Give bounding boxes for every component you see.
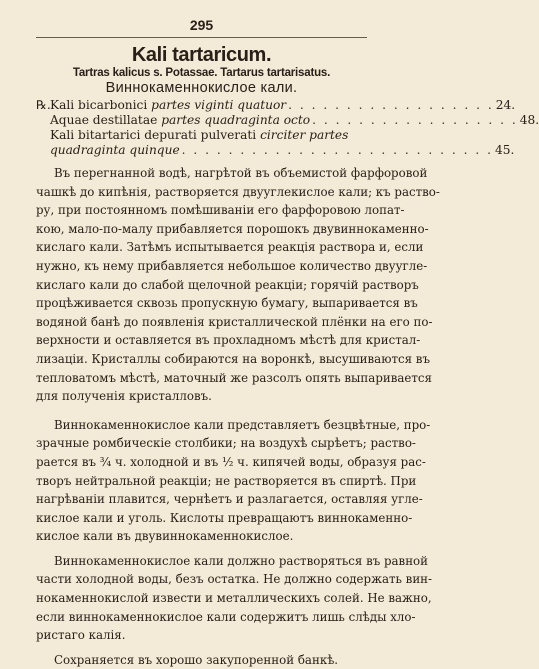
text-line: лизаціи. Кристаллы собираются на воронкѣ, высушиваются въ [36, 351, 430, 366]
text-line: чашкѣ до кипѣнія, растворяется двууглекислое кали; къ раство- [36, 184, 440, 199]
text-line: рается въ ¾ ч. холодной и въ ½ ч. кипячей воды, образуя рас- [36, 454, 426, 469]
recipe [36, 98, 539, 158]
text-line: Виннокаменнокислое кали представляетъ безцвѣтные, про- [54, 417, 431, 432]
title-russian: Виннокаменнокислое кали. [105, 80, 298, 96]
recipe-line-2 [36, 113, 539, 128]
text-line: водяной банѣ до появленія кристаллической плёнки на его по- [36, 314, 433, 329]
ingredient-quantity-text: partes quadraginta octo [161, 113, 311, 127]
ingredient [50, 128, 348, 143]
text-line: нужно, къ нему прибавляется небольшое количество двуугле- [36, 258, 428, 273]
paragraph-properties [36, 416, 431, 546]
text-line: части холодной воды, безъ остатка. Не должно содержать вин- [36, 572, 433, 587]
text-line: кислое кали въ двувиннокаменнокислое. [36, 529, 294, 544]
ingredient-name: Kali bicarbonici [50, 98, 148, 112]
ingredient-quantity-text: partes viginti quatuor [151, 98, 287, 112]
ingredient-quantity-text: circiter partes [260, 128, 349, 142]
text-line: зрачные ромбическіе столбики; на воздухѣ сырѣетъ; раство- [36, 436, 416, 451]
text-line: тепловатомъ мѣстѣ, маточный же разсолъ опять выпаривается [36, 370, 432, 385]
paragraph-preparation [36, 164, 440, 406]
text-line: творъ нейтральной реакціи; не растворяется въ спиртѣ. При [36, 473, 417, 488]
text-line: кою, мало-по-малу прибавляется порошокъ двувиннокаменно- [36, 221, 429, 236]
text-line: нагрѣваніи плавится, чернѣетъ и разлагается, оставляя угле- [36, 492, 423, 507]
synonyms: Tartras kalicus s. Potassae. Tartarus tartarisatus. [72, 67, 331, 79]
text-line: если виннокаменнокислое кали содержитъ лишь слѣды хло- [36, 609, 416, 624]
paragraph-storage [36, 651, 367, 669]
text-line: Виннокаменнокислое кали должно растворяться въ равной [54, 553, 429, 568]
text-line: нокаменнокислой извести и металлическихъ солей. Не важно, [36, 591, 432, 606]
page-number: 295 [189, 17, 214, 33]
ingredient [50, 98, 286, 113]
text-line: ру, при постоянномъ помѣшиваніи его фарфоровою лопат- [36, 203, 405, 218]
ingredient-name: Aquae destillatae [50, 113, 158, 127]
recipe-symbol: ℞. [36, 98, 51, 112]
ingredient-amount: 45. [495, 143, 515, 157]
text-line: Въ перегнанной водѣ, нагрѣтой въ объемистой фарфоровой [54, 166, 428, 180]
text-line: кислаго кали до слабой щелочной реакціи; горячій растворъ [36, 277, 419, 292]
leader-dots: . . . . . . . . . . . . . . . . . . [288, 98, 494, 112]
ingredient-quantity-text: quadraginta quinque [50, 143, 180, 157]
text-line: кислое кали и уголь. Кислоты превращаютъ виннокаменно- [36, 510, 413, 525]
leader-dots: . . . . . . . . . . . . . . . . . . . . . . . . . . . [181, 143, 493, 157]
leader-dots: . . . . . . . . . . . . . . . . . . [312, 113, 518, 127]
text-line: для полученія кристалловъ. [36, 389, 212, 404]
title-latin: Kali tartaricum. [131, 44, 272, 66]
recipe-line-3-cont [36, 143, 515, 158]
text-line: кислаго кали. Затѣмъ испытывается реакція раствора и, если [36, 240, 424, 255]
text-line: процѣживается сквозь пропускную бумагу, выпаривается въ [36, 296, 418, 311]
ingredient-amount: 24. [495, 98, 516, 112]
text-line: ристаго калія. [36, 628, 126, 643]
ingredient-amount: 48. [519, 113, 539, 127]
text-line: верхности и оставляется въ прохладномъ мѣстѣ для кристал- [36, 333, 421, 348]
ingredient-name: Kali bitartarici depurati pulverati [50, 128, 257, 142]
paragraph-purity [36, 552, 433, 645]
recipe-line-1 [36, 98, 516, 113]
ingredient [50, 113, 310, 128]
recipe-line-3 [36, 128, 367, 143]
header-rule [36, 37, 367, 38]
text-line: Сохраняется въ хорошо закупоренной банкѣ. [54, 652, 339, 667]
